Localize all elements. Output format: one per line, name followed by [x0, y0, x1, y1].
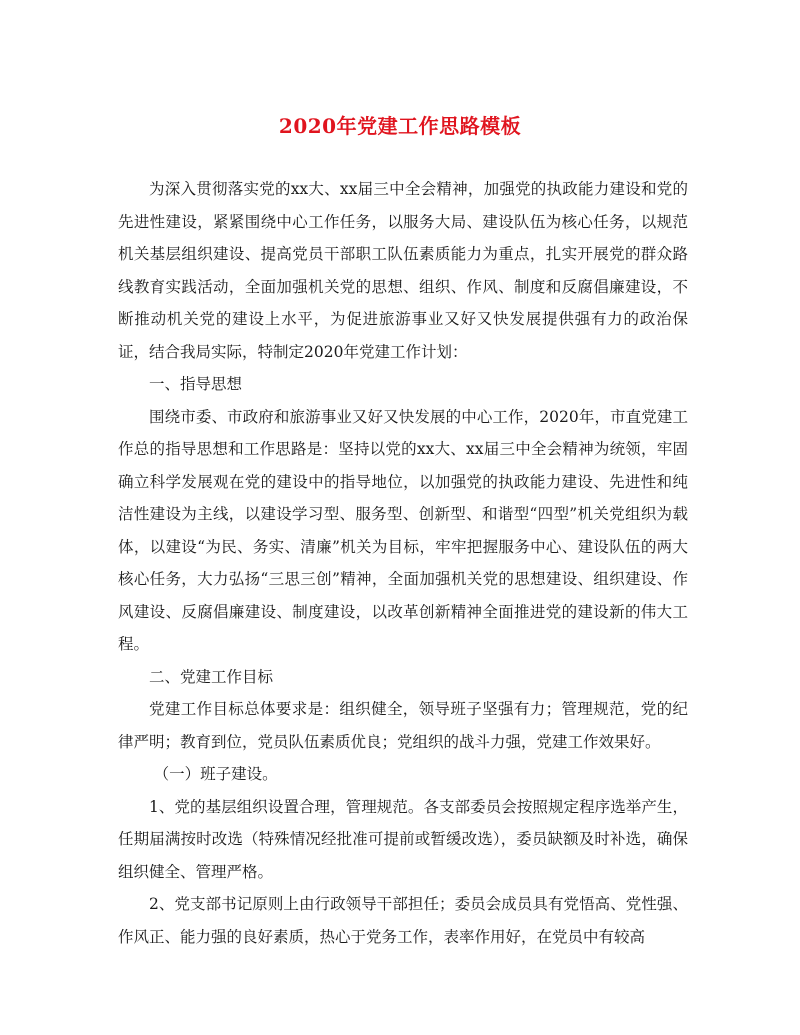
section-heading-guiding-thought: 一、指导思想: [149, 375, 243, 393]
item-1-paragraph: 1、党的基层组织设置合理，管理规范。各支部委员会按照规定程序选举产生，任期届满按时改选（特殊情况经批准可提前或暂缓改选），委员缺额及时补选，确保组织健全、管理严格。: [118, 797, 688, 881]
guiding-thought-paragraph: 围绕市委、市政府和旅游事业又好又快发展的中心工作，2020年，市直党建工作总的指导思想和工作思路是：坚持以党的xx大、xx届三中全会精神为统领，牢固确立科学发展观在党的建设中的指导地位，以加强党的执政能力建设、先进性和纯洁性建设为主线，以建设学习型、服务型、创新型、和谐型“四型”机关党组织为载体，以建设“为民、务实、清廉”机关为目标，牢牢把握服务中心、建设队伍的两大核心任务，大力弘扬“三思三创”精神，全面加强机关党的思想建设、组织建设、作风建设、反腐倡廉建设、制度建设，以改革创新精神全面推进党的建设新的伟大工程。: [118, 407, 688, 653]
subsection-heading-team-building: （一）班子建设。: [153, 765, 278, 783]
document-body: [118, 173, 688, 953]
work-goals-paragraph: 党建工作目标总体要求是：组织健全，领导班子坚强有力；管理规范，党的纪律严明；教育到位，党员队伍素质优良；党组织的战斗力强，党建工作效果好。: [118, 700, 688, 751]
section-heading-work-goals: 二、党建工作目标: [149, 667, 274, 686]
intro-paragraph: 为深入贯彻落实党的xx大、xx届三中全会精神，加强党的执政能力建设和党的先进性建设，紧紧围绕中心工作任务，以服务大局、建设队伍为核心任务，以规范机关基层组织建设、提高党员干部职工队伍素质能力为重点，扎实开展党的群众路线教育实践活动，全面加强机关党的思想、组织、作风、制度和反腐倡廉建设，不断推动机关党的建设上水平，为促进旅游事业又好又快发展提供强有力的政治保证，结合我局实际，特制定2020年党建工作计划：: [118, 180, 688, 361]
item-2-paragraph: 2、党支部书记原则上由行政领导干部担任；委员会成员具有党悟高、党性强、作风正、能力强的良好素质，热心于党务工作，表率作用好，在党员中有较高: [118, 895, 688, 946]
document-title: 2020年党建工作思路模板: [278, 114, 522, 138]
